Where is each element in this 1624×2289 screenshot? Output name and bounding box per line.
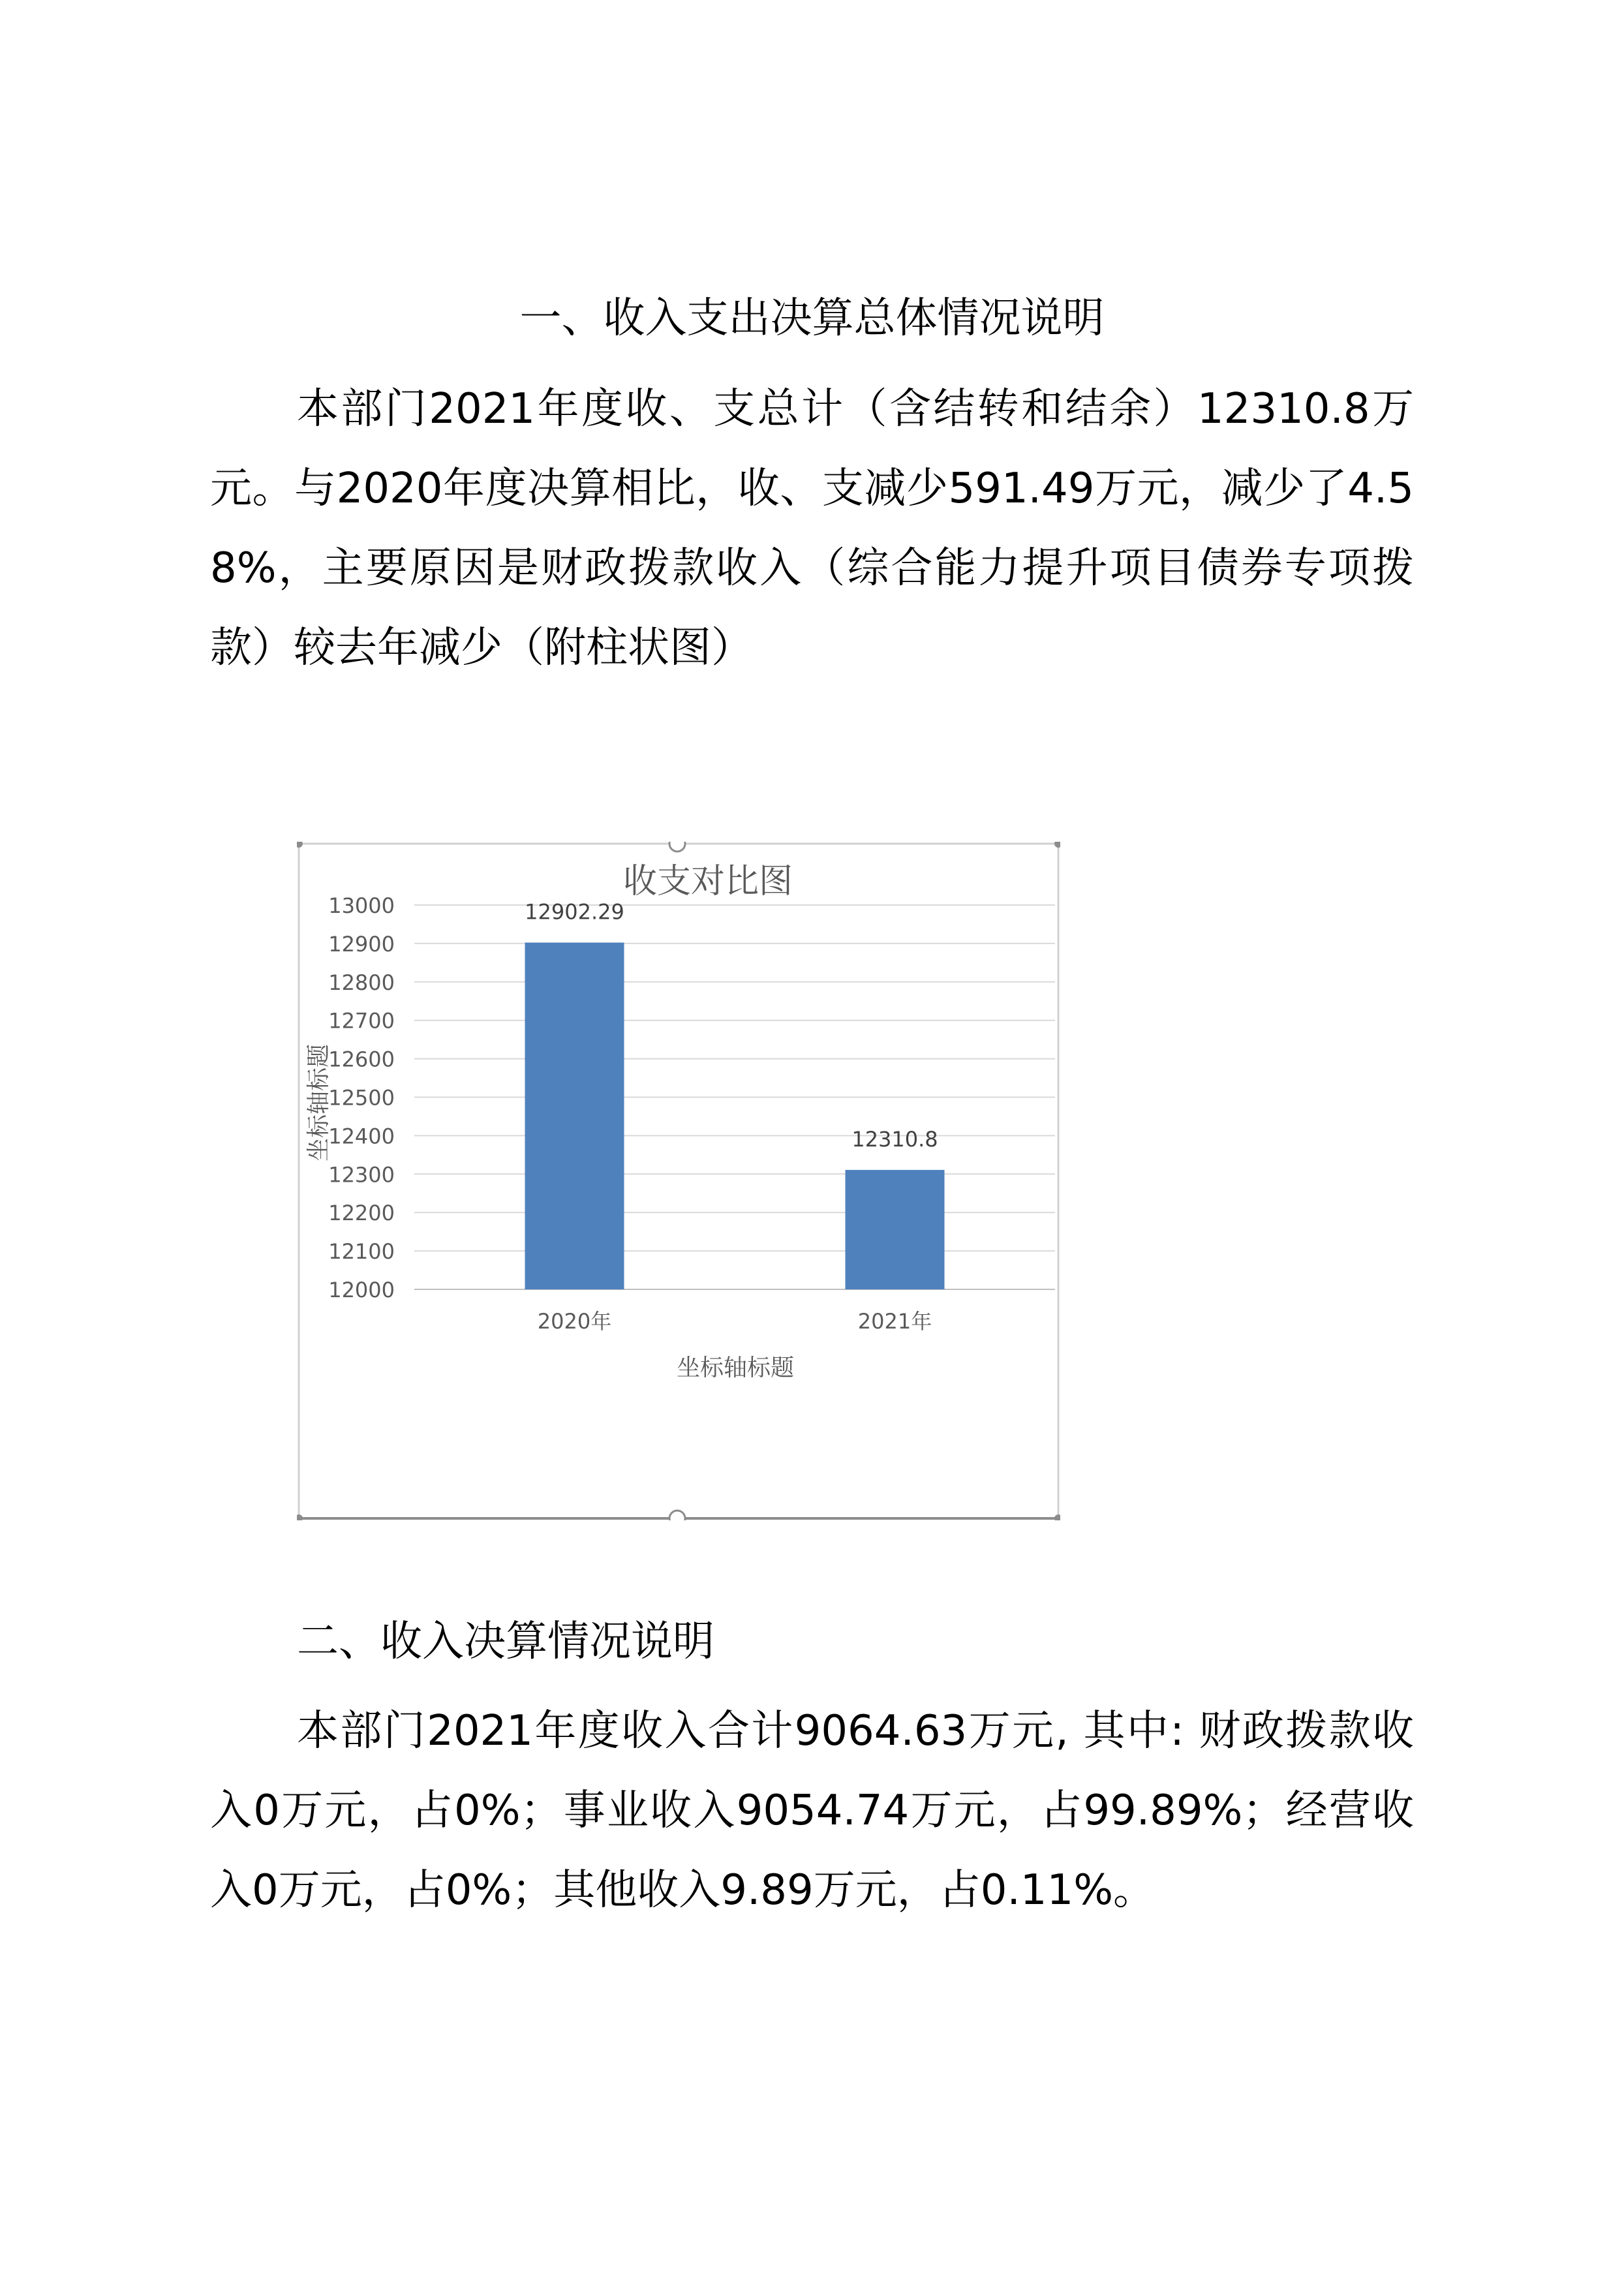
bar xyxy=(525,943,624,1289)
bar xyxy=(846,1170,945,1289)
y-tick-label: 12400 xyxy=(328,1124,395,1149)
chart-title: 收支对比图 xyxy=(622,862,793,901)
y-tick-label: 12600 xyxy=(328,1047,395,1072)
chart-handle-bottom xyxy=(669,1511,685,1520)
chart-handle-top xyxy=(669,842,685,852)
y-tick-label: 12900 xyxy=(328,931,395,957)
section2-heading: 二、收入决算情况说明 xyxy=(297,1618,714,1666)
y-tick-label: 12200 xyxy=(328,1201,395,1226)
x-tick-label: 2021年 xyxy=(857,1309,932,1334)
y-tick-label: 12000 xyxy=(328,1278,395,1302)
x-axis-title: 坐标轴标题 xyxy=(676,1355,795,1381)
section1-paragraph: 本部门2021年度收、支总计（含结转和结余）12310.8万元。与2020年度决算相比，收、支减少591.49万元，减少了4.58%，主要原因是财政拨款收入（综合能力提升项目债券专项拨款）较去年减少（附柱状图） xyxy=(210,385,1414,672)
bar-chart xyxy=(297,842,1060,1520)
y-tick-label: 12500 xyxy=(328,1085,395,1111)
y-tick-label: 12100 xyxy=(328,1239,395,1265)
y-tick-label: 12800 xyxy=(328,970,395,995)
y-tick-label: 12700 xyxy=(328,1008,395,1034)
y-tick-label: 13000 xyxy=(328,893,395,918)
y-tick-label: 12300 xyxy=(328,1162,395,1188)
bar-data-label: 12310.8 xyxy=(851,1126,938,1152)
chart-y-ticks xyxy=(328,893,395,1302)
bar-data-label: 12902.29 xyxy=(525,899,624,925)
section1-heading: 一、收入支出决算总体情况说明 xyxy=(519,294,1105,343)
y-axis-title: 坐标轴标题 xyxy=(305,1043,332,1162)
chart-container xyxy=(297,842,1060,1520)
x-tick-label: 2020年 xyxy=(537,1309,612,1334)
section2-paragraph: 本部门2021年度收入合计9064.63万元, 其中: 财政拨款收入0万元，占0%；事业收入9054.74万元，占99.89%；经营收入0万元，占0%；其他收入9.89万元，占0.11%。 xyxy=(210,1707,1414,1914)
